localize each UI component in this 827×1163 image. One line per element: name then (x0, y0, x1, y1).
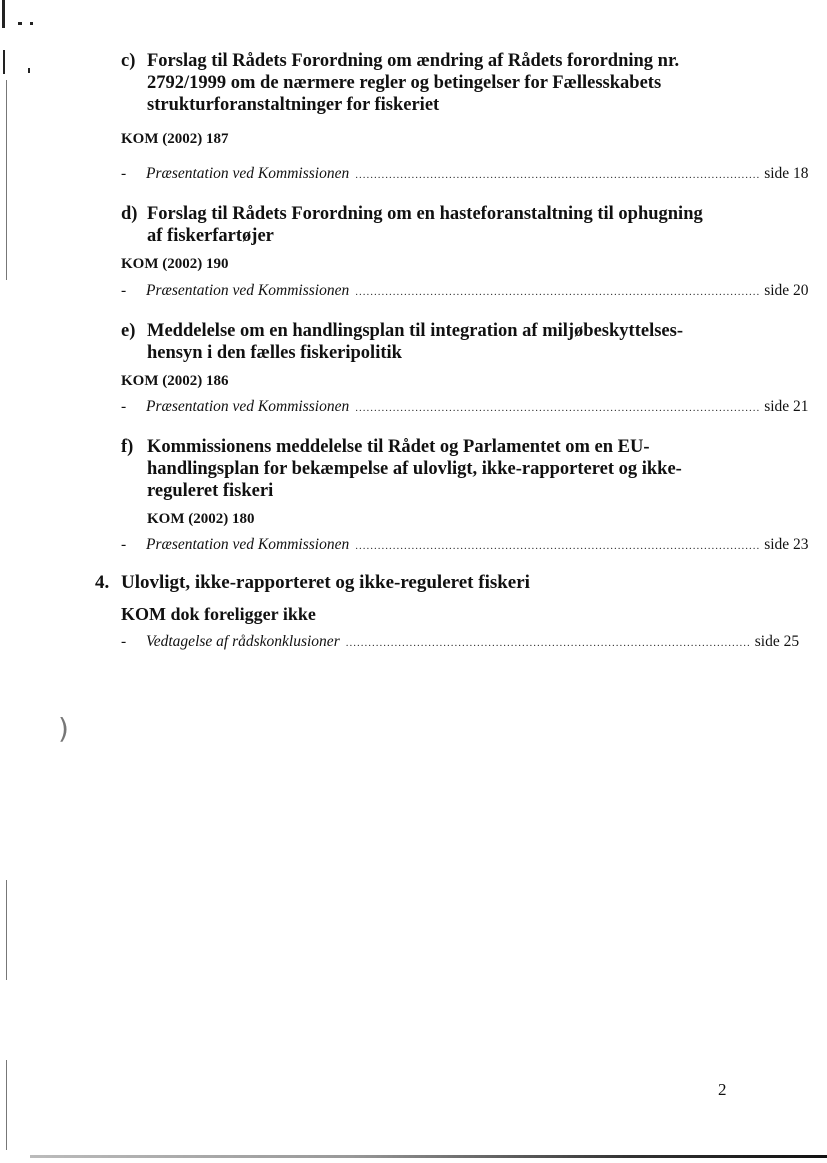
kom-reference: KOM (2002) 190 (121, 256, 229, 272)
scan-edge-line (6, 1060, 7, 1150)
scan-mark (3, 50, 5, 74)
toc-entry (121, 165, 809, 185)
kom-reference: KOM (2002) 180 (147, 511, 255, 527)
section-title: Ulovligt, ikke-rapporteret og ikke-reguleret fiskeri (121, 572, 530, 593)
item-title (147, 436, 767, 502)
item-title (147, 320, 767, 364)
item-title-line: Forslag til Rådets Forordning om ændring af Rådets forordning nr. (147, 51, 680, 71)
entry-page-ref: side 21 (764, 398, 809, 415)
entry-dash: - (121, 633, 127, 650)
entry-page-ref: side 23 (764, 536, 809, 553)
entry-label: Præsentation ved Kommissionen (146, 165, 350, 182)
entry-page-ref: side 25 (754, 633, 800, 650)
item-letter: c) (121, 51, 136, 71)
item-title-line: Forslag til Rådets Forordning om en hasteforanstaltning til ophugning (147, 204, 703, 224)
item-title-line: af fiskerfartøjer (147, 226, 274, 246)
entry-dash: - (121, 165, 127, 182)
dot-leader: ............................................................................................................ (355, 402, 761, 414)
item-letter: f) (121, 437, 134, 457)
section-4-heading (95, 572, 695, 596)
dot-leader: ............................................................................................................ (355, 286, 761, 298)
agenda-item-e-heading (121, 320, 771, 364)
agenda-item-d-heading (121, 203, 771, 247)
entry-dash: - (121, 536, 127, 553)
scan-bottom-edge (30, 1155, 827, 1158)
entry-page-ref: side 18 (764, 165, 809, 182)
item-title-line: reguleret fiskeri (147, 481, 274, 501)
item-title (147, 203, 767, 247)
section-number: 4. (95, 572, 110, 593)
entry-label: Præsentation ved Kommissionen (146, 536, 350, 553)
scan-mark (30, 22, 33, 25)
entry-page-ref: side 20 (764, 282, 809, 299)
page-number: 2 (718, 1080, 727, 1099)
dot-leader: ............................................................................................................ (355, 169, 761, 181)
scan-edge-line (6, 80, 7, 280)
item-title-line: Meddelelse om en handlingsplan til integration af miljøbeskyttelses- (147, 321, 683, 341)
entry-label: Præsentation ved Kommissionen (146, 282, 350, 299)
scan-mark (18, 22, 22, 25)
item-title-line: Kommissionens meddelelse til Rådet og Parlamentet om en EU- (147, 437, 650, 457)
item-title (147, 50, 767, 116)
entry-dash: - (121, 282, 127, 299)
toc-entry (121, 633, 800, 653)
agenda-item-c-heading (121, 50, 771, 116)
dot-leader: ............................................................................................................ (355, 540, 761, 552)
section-subtitle: KOM dok foreligger ikke (121, 604, 316, 624)
entry-dash: - (121, 398, 127, 415)
item-letter: e) (121, 321, 136, 341)
item-title-line: strukturforanstaltninger for fiskeriet (147, 95, 440, 115)
scan-edge-line (6, 880, 7, 980)
item-title-line: hensyn i den fælles fiskeripolitik (147, 343, 402, 363)
toc-entry (121, 282, 809, 302)
toc-entry (121, 536, 809, 556)
scan-mark (2, 0, 5, 28)
scan-artifact-paren: ) (58, 712, 69, 745)
dot-leader: ............................................................................................................ (345, 637, 751, 649)
item-letter: d) (121, 204, 138, 224)
scan-mark (28, 68, 30, 73)
toc-entry (121, 398, 809, 418)
agenda-item-f-heading (121, 436, 771, 502)
item-title-line: handlingsplan for bekæmpelse af ulovligt, ikke-rapporteret og ikke- (147, 459, 682, 479)
entry-label: Vedtagelse af rådskonklusioner (146, 633, 340, 650)
kom-reference: KOM (2002) 186 (121, 373, 229, 389)
kom-reference: KOM (2002) 187 (121, 131, 229, 147)
entry-label: Præsentation ved Kommissionen (146, 398, 350, 415)
item-title-line: 2792/1999 om de nærmere regler og betingelser for Fællesskabets (147, 73, 662, 93)
